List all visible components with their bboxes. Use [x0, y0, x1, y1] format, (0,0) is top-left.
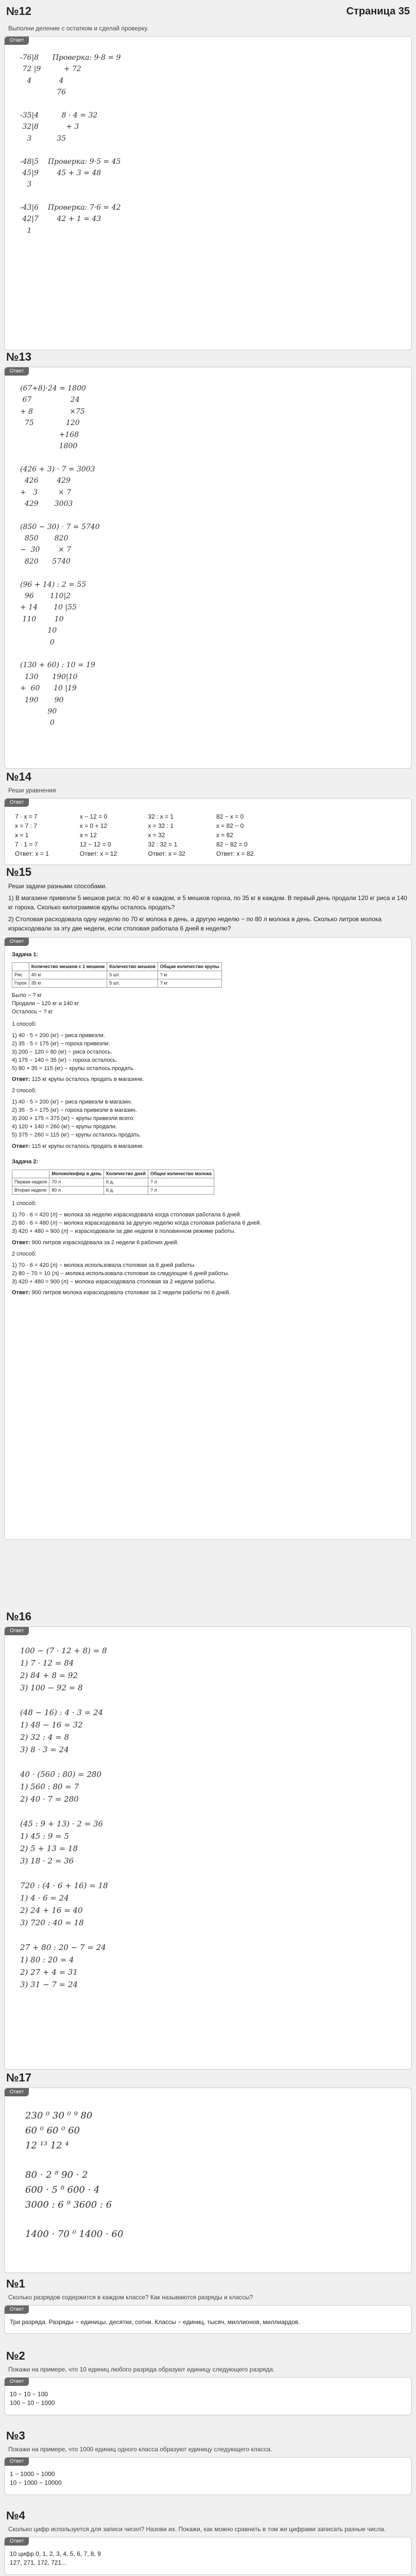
table-cell: Первая неделя [12, 1178, 49, 1186]
handwritten-line [25, 2153, 123, 2168]
handwritten-line: 2) 32 : 4 = 8 [20, 1733, 70, 1742]
handwritten-line: 42|7 42 + 1 = 43 [20, 215, 101, 224]
handwritten-line: + 60 10 |19 [20, 684, 77, 693]
handwritten-line: 3000 : 6 ⁹ 3600 : 6 [25, 2199, 112, 2210]
handwritten-line: + 3 × 7 [20, 488, 72, 497]
handwritten-line [25, 2213, 123, 2228]
answer-3: Ответ: 900 литров израсходовала за 2 недели 6 рабочих дней. [12, 1239, 179, 1246]
section-12-answer-card [4, 36, 412, 350]
method-3-steps [12, 1211, 404, 1236]
handwritten-line: -48|5 Проверка: 9·5 = 45 [20, 157, 121, 166]
handwritten-line [20, 452, 100, 463]
handwritten-line: 2) 84 + 8 = 92 [20, 1671, 78, 1680]
section-1-question: Сколько разрядов содержится в каждом классе? Как называются разряды и классы? [8, 2294, 253, 2301]
handwritten-line: 190 90 [20, 696, 64, 704]
handwritten-line [20, 1805, 108, 1818]
handwritten-solution [20, 383, 100, 729]
section-15-answer-card [4, 937, 412, 1540]
task-1-notes [12, 992, 404, 1016]
page-number: Страница 35 [346, 5, 410, 17]
handwritten-line: 1 [20, 226, 32, 235]
equation-line: x − 12 = 0 [79, 813, 108, 820]
equation-line: 12 − 12 = 0 [79, 841, 111, 848]
section-3-question: Покажи на примере, что 1000 единиц одного класса образуют единицу следующего класса. [8, 2446, 272, 2453]
section-16-title: №16 [6, 1610, 31, 1623]
table-header: Общее количество молока [148, 1170, 214, 1178]
section-15-conditions [8, 882, 408, 933]
solution-step: 4) 175 − 140 = 35 (кг) − гороха осталось. [12, 1057, 117, 1063]
handwritten-line: 2) 40 · 7 = 280 [20, 1794, 79, 1804]
handwritten-line: -43|6 Проверка: 7·6 = 42 [20, 204, 121, 212]
answer-tag: Ответ [5, 37, 29, 45]
method-4-steps [12, 1262, 404, 1286]
section-4 [4, 2509, 412, 2575]
section-12-instruction: Выполни деление с остатком и сделай проверку. [8, 25, 149, 32]
table-header: Молоко/кефир в день [49, 1170, 104, 1178]
handwritten-line: 1) 4 · 6 = 24 [20, 1893, 69, 1903]
section-2 [4, 2349, 412, 2415]
handwritten-line: 110 10 [20, 615, 64, 623]
handwritten-line: 2) 5 + 13 = 18 [20, 1844, 78, 1853]
handwritten-line: 3) 18 · 2 = 36 [20, 1856, 74, 1866]
handwritten-line: (130 + 60) : 10 = 19 [20, 661, 95, 670]
solution-step: 3) 420 + 480 = 900 (л) − молока израсходовала столовая за 2 недели работы. [12, 1278, 216, 1285]
handwritten-line: 45|9 45 + 3 = 48 [20, 168, 101, 177]
handwritten-line: 10 [20, 626, 57, 635]
handwritten-line: 75 120 [20, 419, 80, 428]
table-row [12, 979, 222, 987]
answer-tag: Ответ [5, 799, 29, 807]
section-17-answer-card [4, 2088, 412, 2273]
equation-line: x = 7 : 7 [15, 822, 38, 829]
task-1-table [12, 962, 222, 988]
handwritten-line: (850 − 30) · 7 = 5740 [20, 522, 100, 531]
table-cell: ? л [148, 1187, 214, 1195]
solution-step: 1) 70 · 6 = 420 (л) − молока использовала столовая за 6 дней работы. [12, 1262, 196, 1268]
method-1-steps [12, 1032, 404, 1073]
section-1-title: №1 [6, 2277, 25, 2290]
handwritten-solution [20, 52, 121, 236]
section-16 [4, 1610, 412, 2070]
section-2-question: Покажи на примере, что 10 единиц любого разряда образуют единицу следующего разряда. [8, 2366, 275, 2373]
answer-4: Ответ: 900 литров молока израсходовала столовая за 2 недели работы по 6 дней. [12, 1290, 231, 1296]
handwritten-line [20, 1867, 108, 1879]
answer-tag: Ответ [5, 2378, 29, 2386]
section-2-title: №2 [6, 2349, 25, 2362]
handwritten-line: 80 · 2 ⁸ 90 · 2 [25, 2170, 88, 2181]
solution-step: 2) 35 · 5 = 175 (кг) − гороха привезли. [12, 1040, 110, 1047]
table-row [12, 1178, 214, 1186]
table-cell: 80 л [49, 1187, 104, 1195]
handwritten-line: 0 [20, 719, 55, 727]
task-2-table [12, 1170, 214, 1195]
solution-step: 3) 200 + 175 = 375 (кг) − крупы привезли всего. [12, 1115, 135, 1122]
handwritten-line [20, 648, 100, 659]
handwritten-line: 2) 27 + 4 = 31 [20, 1968, 78, 1977]
answer-tag: Ответ [5, 2088, 29, 2096]
section-15-intro: Реши задачи разными способами. [8, 883, 107, 890]
method-4-title: 2 способ: [12, 1250, 37, 1257]
handwritten-line [20, 1756, 108, 1768]
section-14-answer-card [4, 798, 412, 865]
handwritten-line: (45 : 9 + 13) · 2 = 36 [20, 1819, 103, 1828]
equation-line: x = 82 [216, 832, 233, 839]
handwritten-line: (67+8)·24 = 1800 [20, 384, 86, 393]
section-13-answer-card [4, 367, 412, 769]
handwritten-line: 600 · 5 ⁸ 600 · 4 [25, 2184, 100, 2195]
task-number: №12 [6, 5, 31, 18]
handwritten-line: 32|8 + 3 [20, 123, 79, 131]
table-cell: 5 шт. [107, 979, 158, 987]
solution-step: 3) 420 + 480 = 900 (л) − израсходовали за две недели в половинном режиме работы. [12, 1228, 236, 1234]
handwritten-line: 429 3003 [20, 499, 73, 508]
handwritten-line: 1) 560 : 80 = 7 [20, 1782, 79, 1791]
table-row [12, 1187, 214, 1195]
handwritten-line: (426 + 3) · 7 = 3003 [20, 465, 95, 473]
answer-2: Ответ: 115 кг крупы осталось продать в магазине. [12, 1143, 144, 1150]
table-cell: ? л [148, 1178, 214, 1186]
solution-step: 3) 200 − 120 = 80 (кг) − риса осталось. [12, 1048, 113, 1055]
answer-line: 100 − 10 − 1000 [10, 2399, 55, 2407]
section-2-answer [10, 2390, 406, 2408]
equation-line: x = 32 [148, 832, 165, 839]
handwritten-line: 3 [20, 180, 32, 189]
handwritten-line: 2) 24 + 16 = 40 [20, 1906, 83, 1915]
section-12 [4, 25, 412, 350]
table-cell: ? кг [158, 979, 221, 987]
solution-step: 4) 120 + 140 = 260 (кг) − крупы продали. [12, 1124, 117, 1130]
answer-line: 127, 271, 172, 721... [10, 2559, 67, 2567]
solution-step: 2) 35 · 5 = 175 (кг) − гороха привезли в магазин. [12, 1107, 137, 1114]
handwritten-line [20, 1694, 108, 1706]
equation-line: x = 82 − 0 [216, 822, 244, 829]
table-header: Количество мешков [107, 962, 158, 971]
section-1-answer-card [4, 2305, 412, 2334]
table-cell: 40 кг [29, 971, 107, 979]
handwritten-line: 1) 45 : 9 = 5 [20, 1832, 70, 1841]
handwritten-line: 12 ¹³ 12 ⁴ [25, 2140, 69, 2151]
section-3-answer [10, 2470, 406, 2488]
handwritten-line: 1400 · 70 ⁰ 1400 · 60 [25, 2229, 124, 2240]
equations-grid [15, 812, 254, 858]
handwritten-line: 1) 7 · 12 = 84 [20, 1658, 74, 1668]
handwritten-line [20, 510, 100, 521]
answer-line: 10 цифр 0, 1, 2, 3, 4, 5, 6, 7, 8, 9 [10, 2550, 101, 2557]
handwritten-line: 3) 100 − 92 = 8 [20, 1683, 83, 1692]
equation-line: Ответ: x = 12 [79, 850, 117, 857]
section-1 [4, 2277, 412, 2334]
handwritten-line [20, 567, 100, 579]
solution-step: 5) 375 − 260 = 115 (кг) − крупы осталось продать. [12, 1132, 141, 1139]
section-1-answer: Три разряда. Разряды − единицы, десятки, сотни. Классы − единиц, тысяч, миллионов, миллиардов. [10, 2318, 300, 2326]
table-cell: 70 л [49, 1178, 104, 1186]
section-4-title: №4 [6, 2509, 25, 2522]
equation-line: x = 1 [15, 832, 29, 839]
section-4-answer-card [4, 2537, 412, 2575]
section-2-answer-card [4, 2377, 412, 2415]
equation-line: Ответ: x = 82 [216, 850, 254, 857]
table-row [12, 971, 222, 979]
solution-step: 1) 70 · 6 = 420 (л) − молока за неделю израсходовала когда столовая работала 6 дней. [12, 1211, 241, 1218]
table-header [12, 962, 29, 971]
handwritten-line: (48 − 16) : 4 · 3 = 24 [20, 1708, 103, 1717]
table-cell: Вторая неделя [12, 1187, 49, 1195]
handwritten-line: +168 [20, 430, 79, 439]
handwritten-line: 850 820 [20, 534, 68, 543]
solution-step: 5) 80 + 35 = 115 (кг) − крупы осталось продать. [12, 1065, 135, 1072]
handwritten-line: 76 [20, 88, 66, 97]
equation-column [148, 812, 185, 858]
table-header [12, 1170, 49, 1178]
table-cell: ? кг [158, 971, 221, 979]
solution-step: 2) 80 − 70 = 10 (л) − молока использовала столовая за следующие 6 дней работы. [12, 1270, 230, 1277]
equation-line: Ответ: x = 32 [148, 850, 185, 857]
answer-tag: Ответ [5, 938, 29, 946]
section-15-title: №15 [6, 866, 31, 878]
solution-step: Продали − 120 кг и 140 кг [12, 1000, 79, 1007]
equation-line: 32 : 32 = 1 [148, 841, 178, 848]
method-1-title: 1 способ: [12, 1021, 37, 1027]
equation-line: x = 12 [79, 832, 97, 839]
solution-step: Было − ? кг [12, 992, 42, 999]
section-4-question: Сколько цифр используется для записи чисел? Назови их. Покажи, как можно сравнить в том же цифрами записать разные числа. [8, 2526, 386, 2533]
method-3-title: 1 способ: [12, 1200, 37, 1207]
equation-line: 82 − x = 0 [216, 813, 244, 820]
section-15 [4, 866, 412, 1540]
section-17-title: №17 [6, 2071, 31, 2084]
table-cell: Рис [12, 971, 29, 979]
answer-tag: Ответ [5, 1627, 29, 1635]
equation-line: x = 0 + 12 [79, 822, 108, 829]
handwritten-line: 1) 80 : 20 = 4 [20, 1955, 74, 1964]
section-14 [4, 770, 412, 865]
section-3-answer-card [4, 2457, 412, 2495]
equation-line: 7 · x = 7 [15, 813, 38, 820]
handwritten-line [20, 191, 121, 202]
section-16-answer-card [4, 1626, 412, 2070]
handwritten-line: 27 + 80 : 20 − 7 = 24 [20, 1943, 106, 1952]
handwritten-line: 100 − (7 · 12 + 8) = 8 [20, 1646, 107, 1655]
answer-line: 10 − 1000 − 10000 [10, 2479, 62, 2487]
section-4-answer [10, 2550, 406, 2568]
handwritten-line: (96 + 14) : 2 = 55 [20, 580, 86, 589]
answer-tag: Ответ [5, 367, 29, 376]
table-header: Общая количество крупы [158, 962, 221, 971]
task-2-heading: Задача 2: [12, 1158, 39, 1165]
handwritten-solution [20, 1645, 108, 1991]
handwritten-line: + 14 10 |55 [20, 603, 77, 612]
handwritten-line: 72 |9 + 72 [20, 65, 81, 74]
handwritten-line [20, 1929, 108, 1941]
equation-line: 7 · 1 = 7 [15, 841, 38, 848]
handwritten-line: 426 429 [20, 477, 71, 485]
answer-tag: Ответ [5, 2306, 29, 2314]
equation-line: x = 32 : 1 [148, 822, 174, 829]
equation-line: Ответ: x = 1 [15, 850, 49, 857]
handwritten-line: -76|8 Проверка: 9·8 = 9 [20, 54, 121, 62]
handwritten-line: 40 · (560 : 80) = 280 [20, 1770, 102, 1779]
equation-column [80, 812, 117, 858]
handwritten-line [20, 144, 121, 156]
handwritten-line: 60 ⁰ 60 ⁰ 60 [25, 2125, 80, 2136]
task-1-heading: Задача 1: [12, 951, 39, 958]
page-header [0, 0, 416, 23]
handwritten-line: 3) 720 : 40 = 18 [20, 1918, 84, 1927]
handwritten-line: − 30 × 7 [20, 546, 72, 554]
handwritten-line: 230 ⁰ 30 ⁰ ⁹ 80 [25, 2110, 93, 2121]
handwritten-line: 130 190|10 [20, 672, 78, 681]
table-cell: 6 д. [104, 1178, 148, 1186]
handwritten-line: 3 35 [20, 134, 66, 143]
equation-column [216, 812, 254, 858]
handwritten-line: -35|4 8 · 4 = 32 [20, 111, 98, 120]
solution-step: 1) 40 · 5 = 200 (кг) − риса привезли. [12, 1032, 105, 1039]
answer-tag: Ответ [5, 2537, 29, 2546]
handwritten-line [20, 98, 121, 110]
section-17 [4, 2071, 412, 2273]
table-header: Количество мешков с 1 мешком [29, 962, 107, 971]
handwritten-line: 90 [20, 707, 57, 716]
handwritten-line: 3) 8 · 3 = 24 [20, 1745, 69, 1754]
handwritten-line: 1800 [20, 442, 78, 450]
handwritten-line: 1) 48 − 16 = 32 [20, 1720, 83, 1730]
handwritten-line: 0 [20, 638, 55, 647]
solution-step: 2) 80 · 6 = 480 (л) − молока израсходовала за другую неделю когда столовая работала 6 дней. [12, 1219, 262, 1226]
handwritten-solution [25, 2109, 123, 2242]
solution-step: 1) 40 · 5 = 200 (кг) − риса привезли в магазин. [12, 1099, 132, 1106]
table-cell: 35 кг [29, 979, 107, 987]
answer-tag: Ответ [5, 2458, 29, 2466]
section-13-title: №13 [6, 350, 31, 363]
handwritten-line: 720 : (4 · 6 + 16) = 18 [20, 1881, 108, 1890]
handwritten-line: + 8 ×75 [20, 407, 85, 416]
solution-step: Осталось − ? кг [12, 1008, 53, 1015]
method-2-steps [12, 1098, 404, 1140]
section-13 [4, 350, 412, 769]
section-14-title: №14 [6, 770, 31, 783]
table-cell: 5 шт. [107, 971, 158, 979]
answer-1: Ответ: 115 кг крупы осталось продать в магазине. [12, 1076, 144, 1083]
method-2-title: 2 способ: [12, 1088, 37, 1094]
equation-line: 32 : x = 1 [148, 813, 174, 820]
handwritten-line: 820 5740 [20, 557, 71, 566]
section-3-title: №3 [6, 2429, 25, 2442]
table-cell: Горох [12, 979, 29, 987]
task-1-text: 1) В магазине привезли 5 мешков риса: по 40 кг в каждом, и 5 мешков гороха, по 35 кг в каждом. В первый день продали 120 кг риса и 140 кг гороха. Сколько килограммов крупы осталось продать? [8, 894, 407, 911]
handwritten-line: 4 4 [20, 76, 66, 85]
handwritten-line: 67 24 [20, 396, 80, 404]
equation-column [15, 812, 49, 858]
answer-line: 1 − 1000 − 1000 [10, 2470, 55, 2478]
answer-line: 10 − 10 − 100 [10, 2391, 48, 2398]
table-header: Количество дней [104, 1170, 148, 1178]
handwritten-line: 3) 31 − 7 = 24 [20, 1980, 78, 1989]
equation-line: 82 − 82 = 0 [216, 841, 248, 848]
table-cell: 6 д. [104, 1187, 148, 1195]
handwritten-line: 96 110|2 [20, 592, 71, 601]
section-3 [4, 2429, 412, 2495]
section-14-subtitle: Реши уравнения [8, 787, 56, 794]
task-2-text: 2) Столовая расходовала одну неделю по 70 кг молока в день, а другую неделю − по 80 л молока в день. Сколько литров молока израсходовали за эту две недели, если столовая работала 6 дней в неделю? [8, 916, 382, 932]
